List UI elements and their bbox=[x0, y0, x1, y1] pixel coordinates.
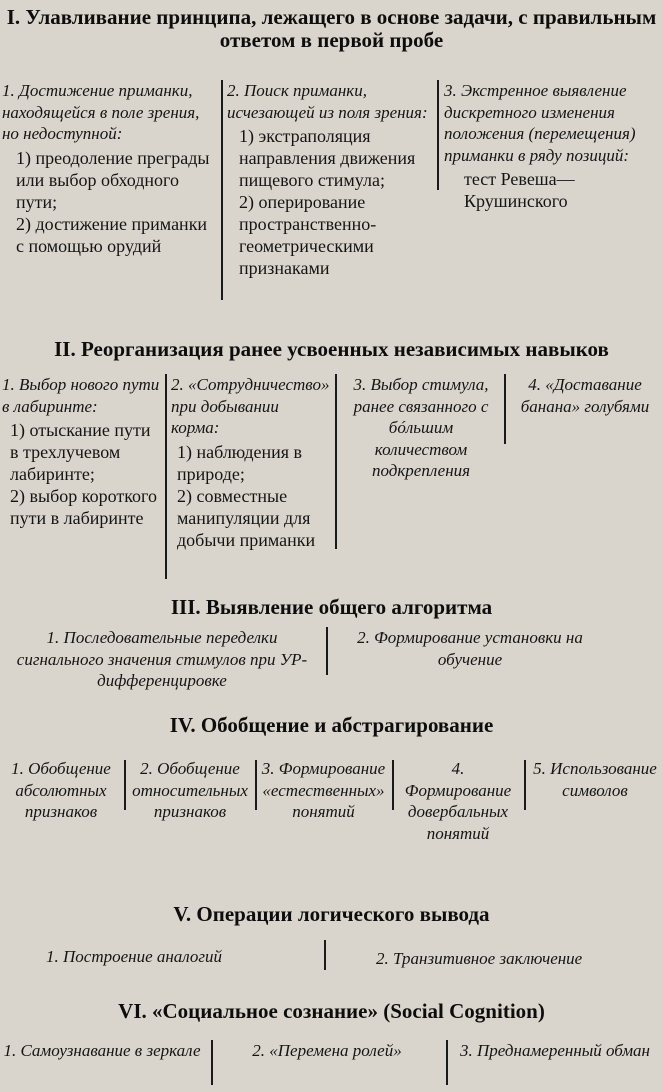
divider-line bbox=[335, 374, 337, 549]
item-label: 1. Обобщение абсолютных признаков bbox=[11, 759, 111, 821]
item-body-1: 1) отыскание пути в трехлучевом лабиринте; bbox=[10, 420, 151, 484]
item-body-1: 1) наблюдения в природе; bbox=[177, 441, 303, 484]
item-label: 2. Формирование установки на обучение bbox=[357, 628, 583, 669]
item-label: 2. «Перемена ролей» bbox=[252, 1041, 402, 1060]
item-label: 3. Формирование «естественных» понятий bbox=[261, 759, 386, 821]
item-label: 1. Самоузнавание в зеркале bbox=[3, 1041, 201, 1060]
section-3-item-2 bbox=[340, 627, 600, 670]
section-3-item-1 bbox=[2, 627, 322, 692]
section-6-item-2 bbox=[222, 1040, 432, 1062]
section-1-item-1 bbox=[2, 80, 217, 257]
item-label: 1. Последовательные переделки сигнального значения стимулов при УР-дифференцировке bbox=[16, 628, 308, 690]
divider-line bbox=[326, 627, 328, 675]
item-label: 4. Формирование довербальных понятий bbox=[404, 759, 512, 843]
section-4-title: IV. Обобщение и абстрагирование bbox=[169, 713, 494, 737]
divider-line bbox=[221, 80, 223, 300]
section-6-item-3 bbox=[455, 1040, 655, 1062]
item-label: 2. «Сотрудничество» при добывании корма: bbox=[171, 375, 330, 437]
divider-line bbox=[524, 760, 526, 810]
section-2-item-2 bbox=[171, 374, 331, 551]
item-label: 4. «Доставание банана» голубями bbox=[520, 375, 650, 416]
item-label: 3. Выбор стимула, ранее связанного с бóльшим количеством подкрепления bbox=[353, 375, 489, 480]
section-4-item-3 bbox=[261, 758, 386, 823]
section-6-title: VI. «Социальное сознание» (Social Cognition) bbox=[118, 999, 545, 1023]
item-body-1: тест Ревеша—Крушинского bbox=[464, 169, 575, 211]
section-6-item-1 bbox=[2, 1040, 202, 1062]
item-label: 3. Экстренное выявление дискретного изменения положения (перемещения) приманки в ряду позиций: bbox=[444, 81, 636, 165]
item-body-2: 2) совместные манипуляции для добычи приманки bbox=[177, 485, 316, 550]
section-4-item-1 bbox=[2, 758, 120, 823]
divider-line bbox=[211, 1040, 213, 1085]
item-label: 3. Преднамеренный обман bbox=[460, 1041, 650, 1060]
item-body-2: 2) оперирование пространственно-геометрическими признаками bbox=[239, 192, 377, 278]
section-3-title: III. Выявление общего алгоритма bbox=[170, 595, 493, 619]
section-4-item-5 bbox=[530, 758, 660, 801]
divider-line bbox=[437, 80, 439, 190]
item-label: 1. Достижение приманки, находящейся в поле зрения, но недоступной: bbox=[2, 81, 200, 143]
divider-line bbox=[165, 374, 167, 579]
divider-line bbox=[504, 374, 506, 444]
section-1-item-3 bbox=[444, 80, 659, 212]
divider-line bbox=[124, 760, 126, 810]
item-body-2: 2) достижение приманки с помощью орудий bbox=[16, 213, 208, 256]
item-label: 2. Транзитивное заключение bbox=[376, 949, 583, 968]
item-body-1: 1) экстраполяция направления движения пищевого стимула; bbox=[239, 126, 416, 190]
item-label: 1. Построение аналогий bbox=[46, 947, 223, 966]
section-1-item-2 bbox=[227, 80, 432, 279]
section-1-title: I. Улавливание принципа, лежащего в основе задачи, с правильным ответом в первой пробе bbox=[6, 5, 657, 52]
divider-line bbox=[324, 940, 326, 970]
section-5-item-2 bbox=[376, 948, 661, 970]
item-label: 5. Использование символов bbox=[533, 759, 657, 800]
item-label: 2. Обобщение относительных признаков bbox=[132, 759, 248, 821]
section-2-title: II. Реорганизация ранее усвоенных независимых навыков bbox=[54, 337, 609, 361]
divider-line bbox=[255, 760, 257, 810]
section-2-item-1 bbox=[2, 374, 162, 529]
section-2-item-4 bbox=[510, 374, 660, 417]
item-label: 1. Выбор нового пути в лабиринте: bbox=[2, 375, 160, 416]
section-2-item-3 bbox=[341, 374, 501, 482]
item-body-1: 1) преодоление преграды или выбор обходного пути; bbox=[16, 147, 210, 212]
item-body-2: 2) выбор короткого пути в лабиринте bbox=[10, 486, 157, 528]
section-5-title: V. Операции логического вывода bbox=[173, 902, 490, 926]
section-5-item-1 bbox=[46, 946, 306, 968]
divider-line bbox=[446, 1040, 448, 1085]
divider-line bbox=[392, 760, 394, 810]
section-4-item-2 bbox=[130, 758, 250, 823]
item-label: 2. Поиск приманки, исчезающей из поля зрения: bbox=[227, 81, 428, 122]
section-4-item-4 bbox=[398, 758, 518, 844]
